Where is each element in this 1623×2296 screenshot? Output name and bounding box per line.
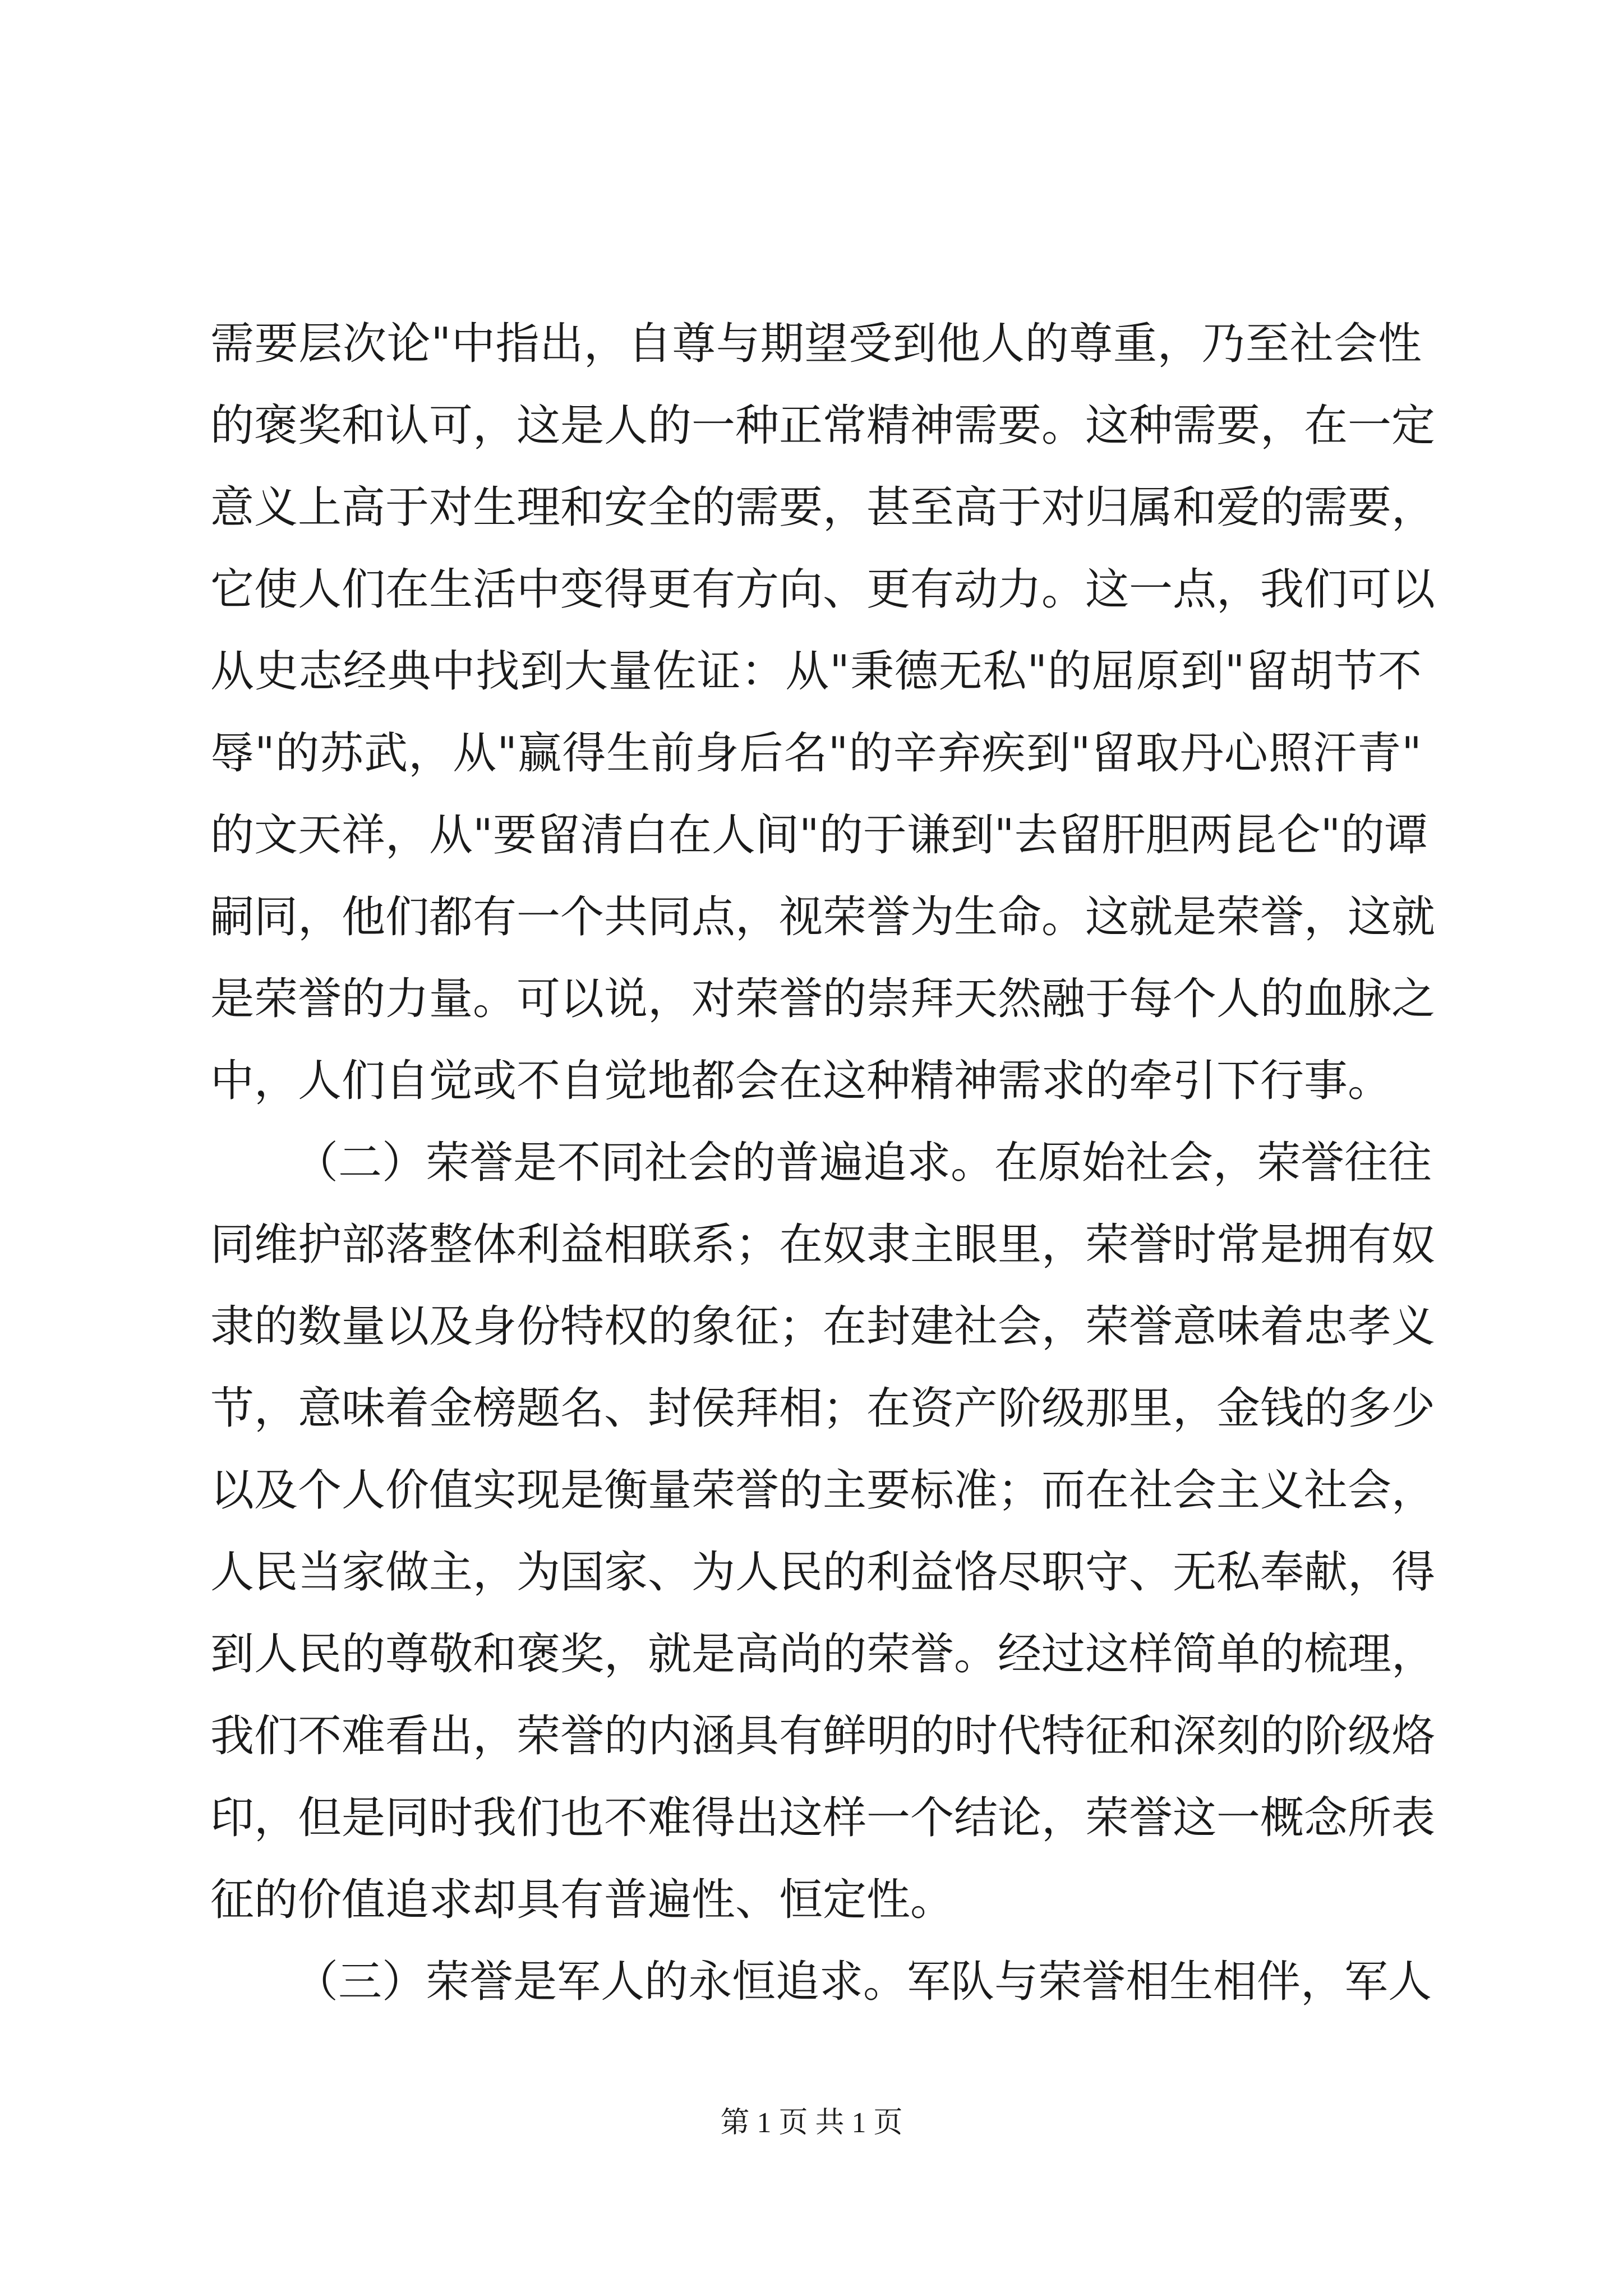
- paragraph-heading-line: （二）荣誉是不同社会的普遍追求。在原始社会，荣誉往往: [294, 1138, 1432, 1188]
- text-line: 嗣同，他们都有一个共同点，视荣誉为生命。这就是荣誉，这就: [210, 892, 1436, 942]
- text-line: 它使人们在生活中变得更有方向、更有动力。这一点，我们可以: [210, 564, 1436, 615]
- text-line: 是荣誉的力量。可以说，对荣誉的崇拜天然融于每个人的血脉之: [210, 974, 1436, 1024]
- text-line: 中，人们自觉或不自觉地都会在这种精神需求的牵引下行事。: [210, 1056, 1392, 1106]
- text-line: 从史志经典中找到大量佐证：从"秉德无私"的屈原到"留胡节不: [210, 646, 1422, 697]
- text-line: 辱"的苏武，从"赢得生前身后名"的辛弃疾到"留取丹心照汗青": [210, 728, 1422, 779]
- text-line: 征的价值追求却具有普遍性、恒定性。: [210, 1875, 955, 1925]
- text-line: 人民当家做主，为国家、为人民的利益恪尽职守、无私奉献，得: [210, 1547, 1436, 1598]
- document-body: [210, 303, 1436, 2023]
- text-line: 的文天祥，从"要留清白在人间"的于谦到"去留肝胆两昆仑"的谭: [210, 810, 1428, 861]
- text-line: 以及个人价值实现是衡量荣誉的主要标准；而在社会主义社会，: [210, 1465, 1436, 1516]
- page-footer: 第 1 页 共 1 页: [720, 2107, 903, 2139]
- text-line: 印，但是同时我们也不难得出这样一个结论，荣誉这一概念所表: [210, 1793, 1436, 1843]
- paragraph-heading-line: （三）荣誉是军人的永恒追求。军队与荣誉相生相伴，军人: [294, 1957, 1432, 2007]
- text-line: 需要层次论"中指出，自尊与期望受到他人的尊重，乃至社会性: [210, 319, 1422, 369]
- text-line: 意义上高于对生理和安全的需要，甚至高于对归属和爱的需要，: [210, 482, 1436, 533]
- text-line: 的褒奖和认可，这是人的一种正常精神需要。这种需要，在一定: [210, 401, 1436, 451]
- text-line: 我们不难看出，荣誉的内涵具有鲜明的时代特征和深刻的阶级烙: [210, 1711, 1436, 1761]
- text-line: 隶的数量以及身份特权的象征；在封建社会，荣誉意味着忠孝义: [210, 1301, 1436, 1352]
- text-line: 同维护部落整体利益相联系；在奴隶主眼里，荣誉时常是拥有奴: [210, 1220, 1436, 1270]
- text-line: 节，意味着金榜题名、封侯拜相；在资产阶级那里，金钱的多少: [210, 1383, 1436, 1434]
- text-line: 到人民的尊敬和褒奖，就是高尚的荣誉。经过这样简单的梳理，: [210, 1629, 1436, 1680]
